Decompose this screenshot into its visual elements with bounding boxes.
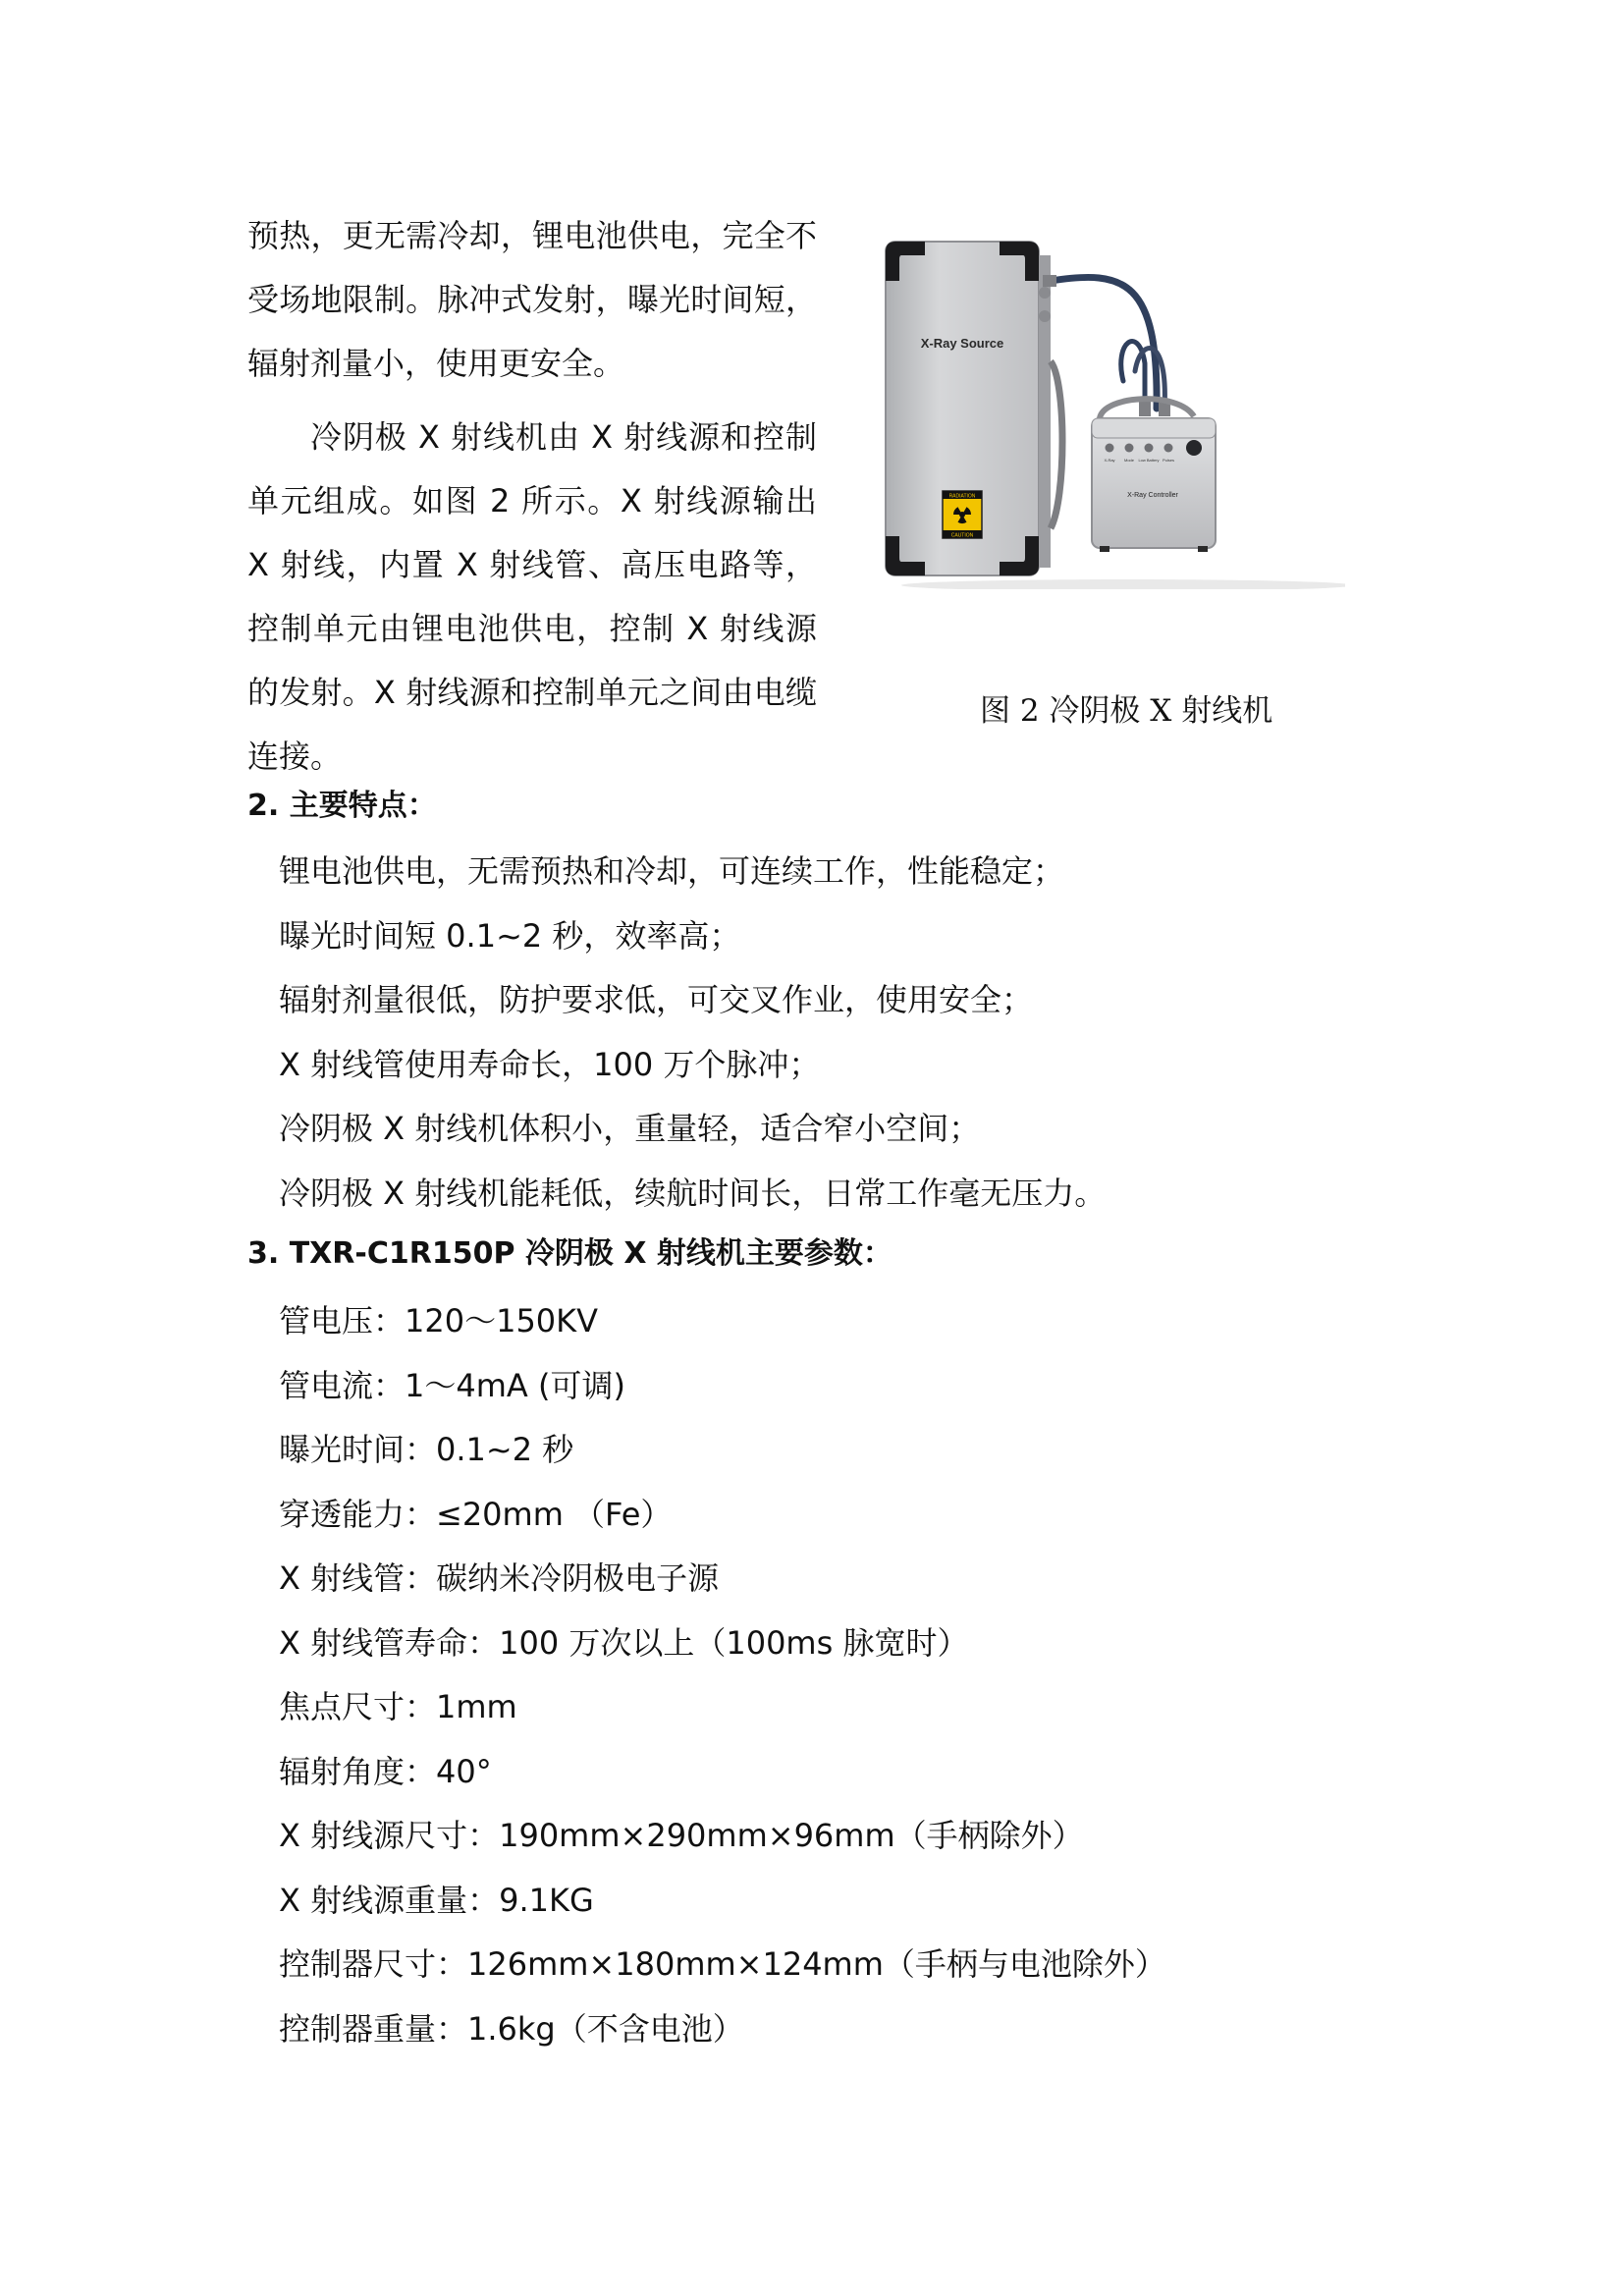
controller-foot <box>1198 546 1208 552</box>
connection-cable <box>1051 277 1157 409</box>
list-item: 穿透能力：≤20mm （Fe） <box>279 1495 673 1533</box>
list-item: 控制器重量：1.6kg（不含电池） <box>279 2009 744 2048</box>
low-battery-indicator-icon <box>1145 444 1154 453</box>
source-handle <box>1051 361 1062 528</box>
list-item: 控制器尺寸：126mm×180mm×124mm（手柄与电池除外） <box>279 1945 1166 1983</box>
xray-machine-photo <box>882 234 1345 589</box>
parameters-list <box>279 1289 1166 2061</box>
floor-shadow <box>901 579 1345 589</box>
list-item: 冷阴极 X 射线机体积小，重量轻，适合窄小空间； <box>279 1110 981 1147</box>
button-label: Pulses <box>1162 458 1175 463</box>
cable-connector <box>1043 275 1056 287</box>
cable-connector <box>1139 401 1151 416</box>
list-item: 曝光时间短 0.1~2 秒，效率高； <box>279 916 741 955</box>
xray-button-icon <box>1106 444 1114 453</box>
cable-connector <box>1159 403 1170 416</box>
list-item: X 射线源重量：9.1KG <box>279 1881 594 1919</box>
intro-paragraph-1: 预热，更无需冷却，锂电池供电，完全不受场地限制。脉冲式发射，曝光时间短，辐射剂量小，使用更安全。 <box>247 217 817 382</box>
source-screw <box>1039 287 1051 299</box>
controller-top-panel <box>1092 418 1216 438</box>
list-item: 辐射角度：40° <box>279 1752 492 1790</box>
list-item: X 射线源尺寸：190mm×290mm×96mm（手柄除外） <box>279 1817 1084 1854</box>
list-item: X 射线管使用寿命长，100 万个脉冲； <box>279 1045 821 1083</box>
list-item: 管电流：1～4mA (可调) <box>279 1366 625 1404</box>
power-connector-icon <box>1186 440 1202 456</box>
button-label: X-Ray <box>1104 458 1115 463</box>
list-item: 焦点尺寸：1mm <box>279 1688 517 1725</box>
section-3-heading: 3. TXR-C1R150P 冷阴极 X 射线机主要参数： <box>247 1236 893 1271</box>
intro-paragraph-2: 冷阴极 X 射线机由 X 射线源和控制单元组成。如图 2 所示。X 射线源输出 X 射线，内置 X 射线管、高压电路等，控制单元由锂电池供电，控制 X 射线源的发射。X 射线源和控制单元之间由电缆连接。 <box>247 418 817 775</box>
button-label: Mode <box>1123 458 1135 463</box>
pulses-button-icon <box>1164 444 1173 453</box>
mode-button-icon <box>1125 444 1134 453</box>
warning-bottom-text: CAUTION <box>950 532 974 539</box>
source-label: X-Ray Source <box>920 336 1004 351</box>
list-item: 锂电池供电，无需预热和冷却，可连续工作，性能稳定； <box>279 852 1065 890</box>
source-side-panel <box>1039 255 1051 568</box>
source-screw <box>1039 310 1051 322</box>
controller-label: X-Ray Controller <box>1127 492 1178 499</box>
controller-foot <box>1100 546 1109 552</box>
list-item: 辐射剂量很低，防护要求低，可交叉作业，使用安全； <box>279 981 1034 1018</box>
warning-top-text: RADIATION <box>948 493 976 500</box>
list-item: 管电压：120～150KV <box>279 1302 599 1339</box>
list-item: X 射线管寿命：100 万次以上（100ms 脉宽时） <box>279 1623 969 1662</box>
intro-text <box>247 204 817 789</box>
button-label: Low Battery <box>1138 458 1160 463</box>
list-item: X 射线管：碳纳米冷阴极电子源 <box>279 1559 720 1597</box>
list-item: 曝光时间：0.1~2 秒 <box>279 1431 574 1468</box>
section-2-heading: 2. 主要特点： <box>247 789 437 823</box>
features-list <box>279 840 1106 1226</box>
list-item: 冷阴极 X 射线机能耗低，续航时间长，日常工作毫无压力。 <box>279 1174 1107 1212</box>
figure-caption: 图 2 冷阴极 X 射线机 <box>980 693 1273 729</box>
